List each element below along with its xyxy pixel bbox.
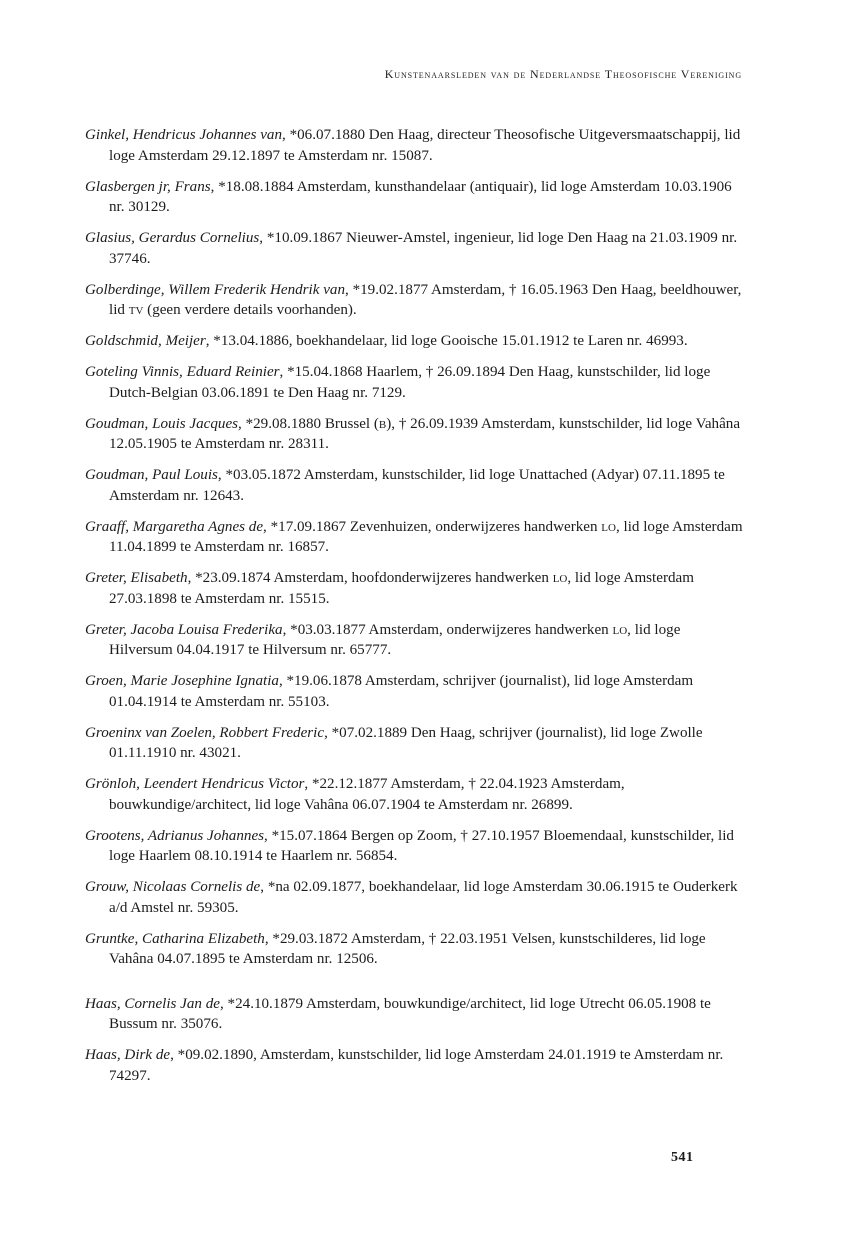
entry-name: Goudman, Paul Louis: [85, 467, 218, 483]
entry-name: Haas, Dirk de: [85, 1047, 171, 1063]
entry-text: , *15.07.1864 Bergen op Zoom, † 27.10.1957 Bloemendaal, kunstschilder, lid loge Haarlem 08.10.1914 te Haarlem nr. 56854.: [109, 827, 734, 864]
entry-abbreviation: b: [378, 415, 387, 432]
entry-name: Goldschmid, Meijer: [85, 333, 206, 349]
entry-text: , *24.10.1879 Amsterdam, bouwkundige/architect, lid loge Utrecht 06.05.1908 te Bussum nr. 35076.: [109, 995, 711, 1032]
entry-name: Golberdinge, Willem Frederik Hendrik van: [85, 281, 346, 298]
page-number: 541: [671, 1150, 694, 1165]
entry-text: , *19.06.1878 Amsterdam, schrijver (journalist), lid loge Amsterdam 01.04.1914 te Amsterdam nr. 55103.: [109, 673, 694, 710]
list-item: [85, 994, 745, 1035]
entry-abbreviation: lo: [601, 518, 616, 535]
list-item: [85, 929, 745, 970]
list-item: [85, 671, 745, 712]
list-item: [85, 125, 745, 166]
list-item: [85, 826, 745, 867]
entry-name: Groeninx van Zoelen, Robbert Frederic: [85, 724, 325, 741]
entry-name: Haas, Cornelis Jan de: [85, 995, 220, 1012]
list-item: [85, 280, 745, 321]
list-item: [85, 774, 745, 815]
entry-name: Grootens, Adrianus Johannes: [85, 827, 265, 844]
entry-text: , *10.09.1867 Nieuwer-Amstel, ingenieur, lid loge Den Haag na 21.03.1909 nr. 37746.: [109, 230, 738, 267]
entry-text: , *03.05.1872 Amsterdam, kunstschilder, lid loge Unattached (Adyar) 07.11.1895 te Amsterdam nr. 12643.: [109, 467, 725, 504]
list-item: [85, 877, 745, 918]
entry-text: , *29.08.1880 Brussel (: [238, 415, 379, 432]
entry-text-continued: , lid loge Amsterdam 11.04.1899 te Amsterdam nr. 16857.: [109, 518, 743, 555]
entry-name: Gruntke, Catharina Elizabeth: [85, 930, 265, 947]
entry-text: , *na 02.09.1877, boekhandelaar, lid loge Amsterdam 30.06.1915 te Ouderkerk a/d Amstel nr. 59305.: [109, 879, 738, 916]
entry-name: Glasius, Gerardus Cornelius: [85, 230, 260, 246]
entry-text: , *07.02.1889 Den Haag, schrijver (journalist), lid loge Zwolle 01.11.1910 nr. 43021.: [109, 724, 703, 761]
entry-list: [85, 125, 745, 1097]
list-item: [85, 620, 745, 661]
entry-text: , *06.07.1880 Den Haag, directeur Theosofische Uitgeversmaatschappij, lid loge Amsterdam 29.12.1897 te Amsterdam nr. 15087.: [109, 127, 741, 164]
list-item: [85, 465, 745, 506]
entry-name: Greter, Jacoba Louisa Frederika: [85, 621, 283, 638]
list-item: [85, 414, 745, 455]
entry-name: Goudman, Louis Jacques: [85, 415, 239, 432]
entry-text-continued: , lid loge Amsterdam 27.03.1898 te Amsterdam nr. 15515.: [109, 570, 694, 607]
entry-text: , *19.02.1877 Amsterdam, † 16.05.1963 Den Haag, beeldhouwer, lid: [109, 281, 742, 318]
entry-name: Grouw, Nicolaas Cornelis de: [85, 879, 261, 895]
list-item: [85, 331, 745, 352]
entry-name: Groen, Marie Josephine Ignatia: [85, 673, 279, 689]
running-head: Kunstenaarsleden van de Nederlandse Theosofische Vereniging: [384, 67, 742, 81]
entry-text-continued: , lid loge Hilversum 04.04.1917 te Hilversum nr. 65777.: [109, 621, 681, 658]
list-item: [85, 517, 745, 558]
entry-name: Greter, Elisabeth: [85, 570, 188, 586]
entry-text: , *15.04.1868 Haarlem, † 26.09.1894 Den Haag, kunstschilder, lid loge Dutch-Belgian 03.06.1891 te Den Haag nr. 7129.: [109, 364, 711, 401]
list-item: [85, 1045, 745, 1086]
entry-name: Graaff, Margaretha Agnes de: [85, 518, 264, 535]
list-item: [85, 568, 745, 609]
entry-text-continued: ), † 26.09.1939 Amsterdam, kunstschilder, lid loge Vahâna 12.05.1905 te Amsterdam nr. 28311.: [109, 415, 741, 452]
entry-name: Goteling Vinnis, Eduard Reinier: [85, 364, 280, 380]
entry-text: , *22.12.1877 Amsterdam, † 22.04.1923 Amsterdam, bouwkundige/architect, lid loge Vahâna 06.07.1904 te Amsterdam nr. 26899.: [109, 776, 625, 813]
entry-text-continued: (geen verdere details voorhanden).: [143, 302, 357, 318]
entry-text: , *03.03.1877 Amsterdam, onderwijzeres handwerken: [282, 621, 613, 638]
list-item: [85, 723, 745, 764]
list-item: [85, 177, 745, 218]
list-item: [85, 228, 745, 269]
entry-text: , *18.08.1884 Amsterdam, kunsthandelaar (antiquair), lid loge Amsterdam 10.03.1906 nr. 30129.: [109, 178, 732, 215]
entry-text: , *09.02.1890, Amsterdam, kunstschilder, lid loge Amsterdam 24.01.1919 te Amsterdam nr. 74297.: [109, 1047, 724, 1084]
entry-abbreviation: tv: [128, 302, 144, 318]
list-item: [85, 362, 745, 403]
entry-text: , *17.09.1867 Zevenhuizen, onderwijzeres handwerken: [263, 518, 602, 535]
entry-name: Grönloh, Leendert Hendricus Victor: [85, 776, 305, 792]
entry-name: Glasbergen jr, Frans: [85, 178, 211, 195]
entry-text: , *13.04.1886, boekhandelaar, lid loge Gooische 15.01.1912 te Laren nr. 46993.: [205, 333, 688, 349]
entry-text: , *29.03.1872 Amsterdam, † 22.03.1951 Velsen, kunstschilderes, lid loge Vahâna 04.07.1895 te Amsterdam nr. 12506.: [109, 930, 706, 967]
entry-abbreviation: lo: [612, 621, 628, 638]
entry-text: , *23.09.1874 Amsterdam, hoofdonderwijzeres handwerken: [187, 570, 553, 586]
entry-abbreviation: lo: [552, 570, 568, 586]
entry-name: Ginkel, Hendricus Johannes van: [85, 127, 283, 143]
